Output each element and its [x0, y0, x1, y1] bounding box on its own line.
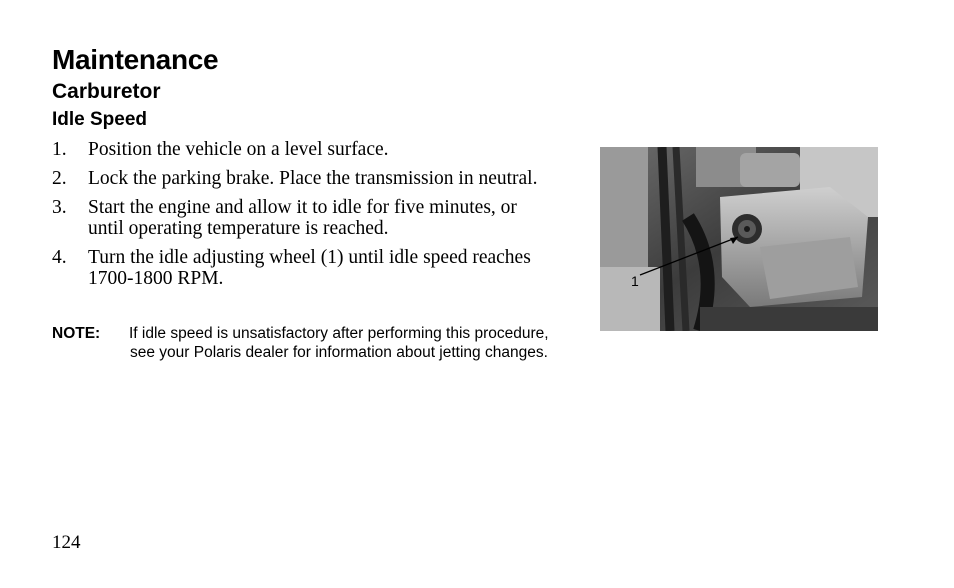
photo-callout-label: 1 — [631, 273, 639, 289]
step-text: Turn the idle adjusting wheel (1) until idle speed reaches 1700-1800 RPM. — [88, 247, 531, 289]
step-1 — [52, 139, 552, 160]
step-3 — [52, 197, 552, 239]
step-2 — [52, 168, 552, 189]
procedure-steps — [52, 139, 552, 297]
page-title: Maintenance — [52, 44, 219, 75]
carburetor-photo — [600, 147, 878, 331]
subsection-heading: Idle Speed — [52, 109, 148, 130]
step-number: 4. — [52, 247, 67, 268]
step-number: 1. — [52, 139, 67, 160]
note-label: NOTE: — [52, 325, 101, 342]
note-text: If idle speed is unsatisfactory after performing this procedure, see your Polaris dealer for information about jetting changes. — [129, 325, 549, 361]
step-text: Position the vehicle on a level surface. — [88, 139, 389, 160]
step-4 — [52, 247, 552, 289]
section-heading: Carburetor — [52, 80, 161, 103]
step-text: Start the engine and allow it to idle for five minutes, or until operating temperature is reached. — [88, 197, 517, 239]
step-text: Lock the parking brake. Place the transmission in neutral. — [88, 168, 538, 189]
note-block — [52, 324, 552, 362]
page-number: 124 — [52, 532, 81, 553]
step-number: 3. — [52, 197, 67, 218]
step-number: 2. — [52, 168, 67, 189]
